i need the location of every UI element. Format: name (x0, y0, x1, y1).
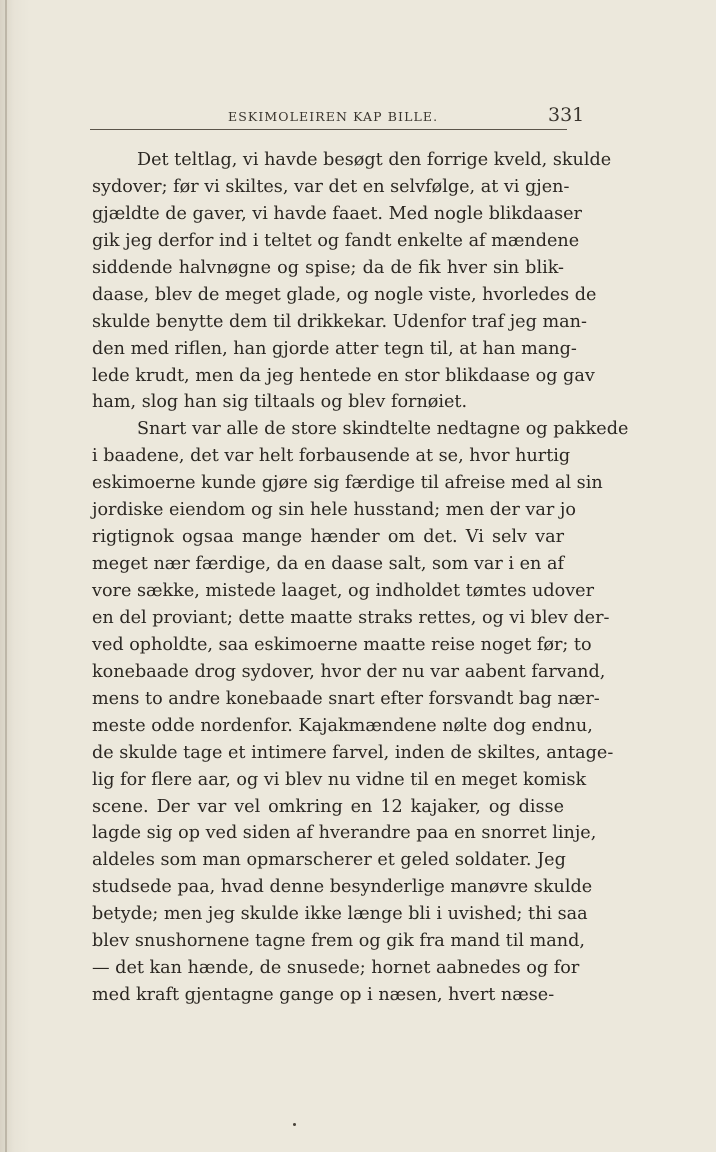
text-line: en del proviant; dette maatte straks rettes, og vi blev der- (92, 607, 610, 628)
text-line: meste odde nordenfor. Kajakmændene nølte dog endnu, (92, 715, 593, 736)
text-line: Snart var alle de store skindtelte nedtagne og pakkede (137, 419, 629, 440)
text-line: konebaade drog sydover, hvor der nu var aabent farvand, (92, 661, 606, 682)
text-line: de skulde tage et intimere farvel, inden de skiltes, antage- (92, 742, 614, 763)
text-line: i baadene, det var helt forbausende at se, hvor hurtig (92, 446, 571, 467)
text-line: med kraft gjentagne gange op i næsen, hvert næse- (92, 985, 555, 1006)
text-line: lagde sig op ved siden af hverandre paa en snorret linje, (92, 823, 597, 844)
binding-shadow (5, 0, 7, 1152)
text-line: rigtignok ogsaa mange hænder om det. Vi selv var (92, 527, 564, 548)
text-line: eskimoerne kunde gjøre sig færdige til afreise med al sin (92, 473, 603, 494)
text-line: scene. Der var vel omkring en 12 kajaker, og disse (92, 796, 564, 817)
text-line: gjældte de gaver, vi havde faaet. Med nogle blikdaaser (92, 203, 582, 224)
header-rule (90, 129, 567, 130)
text-line: den med riflen, han gjorde atter tegn til, at han mang- (92, 338, 577, 359)
text-line: ved opholdte, saa eskimoerne maatte reise noget før; to (92, 634, 592, 655)
body-text (92, 147, 629, 1009)
text-line: gik jeg derfor ind i teltet og fandt enkelte af mændene (92, 230, 580, 251)
text-line: daase, blev de meget glade, og nogle viste, hvorledes de (92, 284, 597, 305)
text-line: sydover; før vi skiltes, var det en selvfølge, at vi gjen- (92, 176, 570, 197)
text-line: studsede paa, hvad denne besynderlige manøvre skulde (92, 877, 593, 898)
page-number: 331 (548, 104, 585, 126)
running-title: ESKIMOLEIREN KAP BILLE. (228, 109, 439, 124)
text-line: blev snushornene tagne frem og gik fra mand til mand, (92, 931, 585, 952)
text-line: siddende halvnøgne og spise; da de fik hver sin blik- (92, 257, 564, 278)
text-line: meget nær færdige, da en daase salt, som var i en af (92, 554, 564, 575)
text-line: mens to andre konebaade snart efter forsvandt bag nær- (92, 688, 600, 709)
text-line: skulde benytte dem til drikkekar. Udenfor traf jeg man- (92, 311, 587, 332)
text-line: ham, slog han sig tiltaals og blev fornøiet. (92, 392, 468, 413)
text-line: lede krudt, men da jeg hentede en stor blikdaase og gav (92, 365, 595, 386)
text-line: Det teltlag, vi havde besøgt den forrige kveld, skulde (137, 150, 612, 170)
text-line: jordiske eiendom og sin hele husstand; men der var jo (92, 500, 576, 521)
paper-speck (293, 1123, 296, 1126)
text-line: — det kan hænde, de snusede; hornet aabnedes og for (92, 958, 580, 979)
text-line: vore sække, mistede laaget, og indholdet tømtes udover (92, 581, 595, 601)
text-line: lig for flere aar, og vi blev nu vidne til en meget komisk (92, 769, 587, 790)
text-line: aldeles som man opmarscherer et geled soldater. Jeg (92, 850, 566, 871)
text-line: betyde; men jeg skulde ikke længe bli i uvished; thi saa (92, 904, 588, 925)
